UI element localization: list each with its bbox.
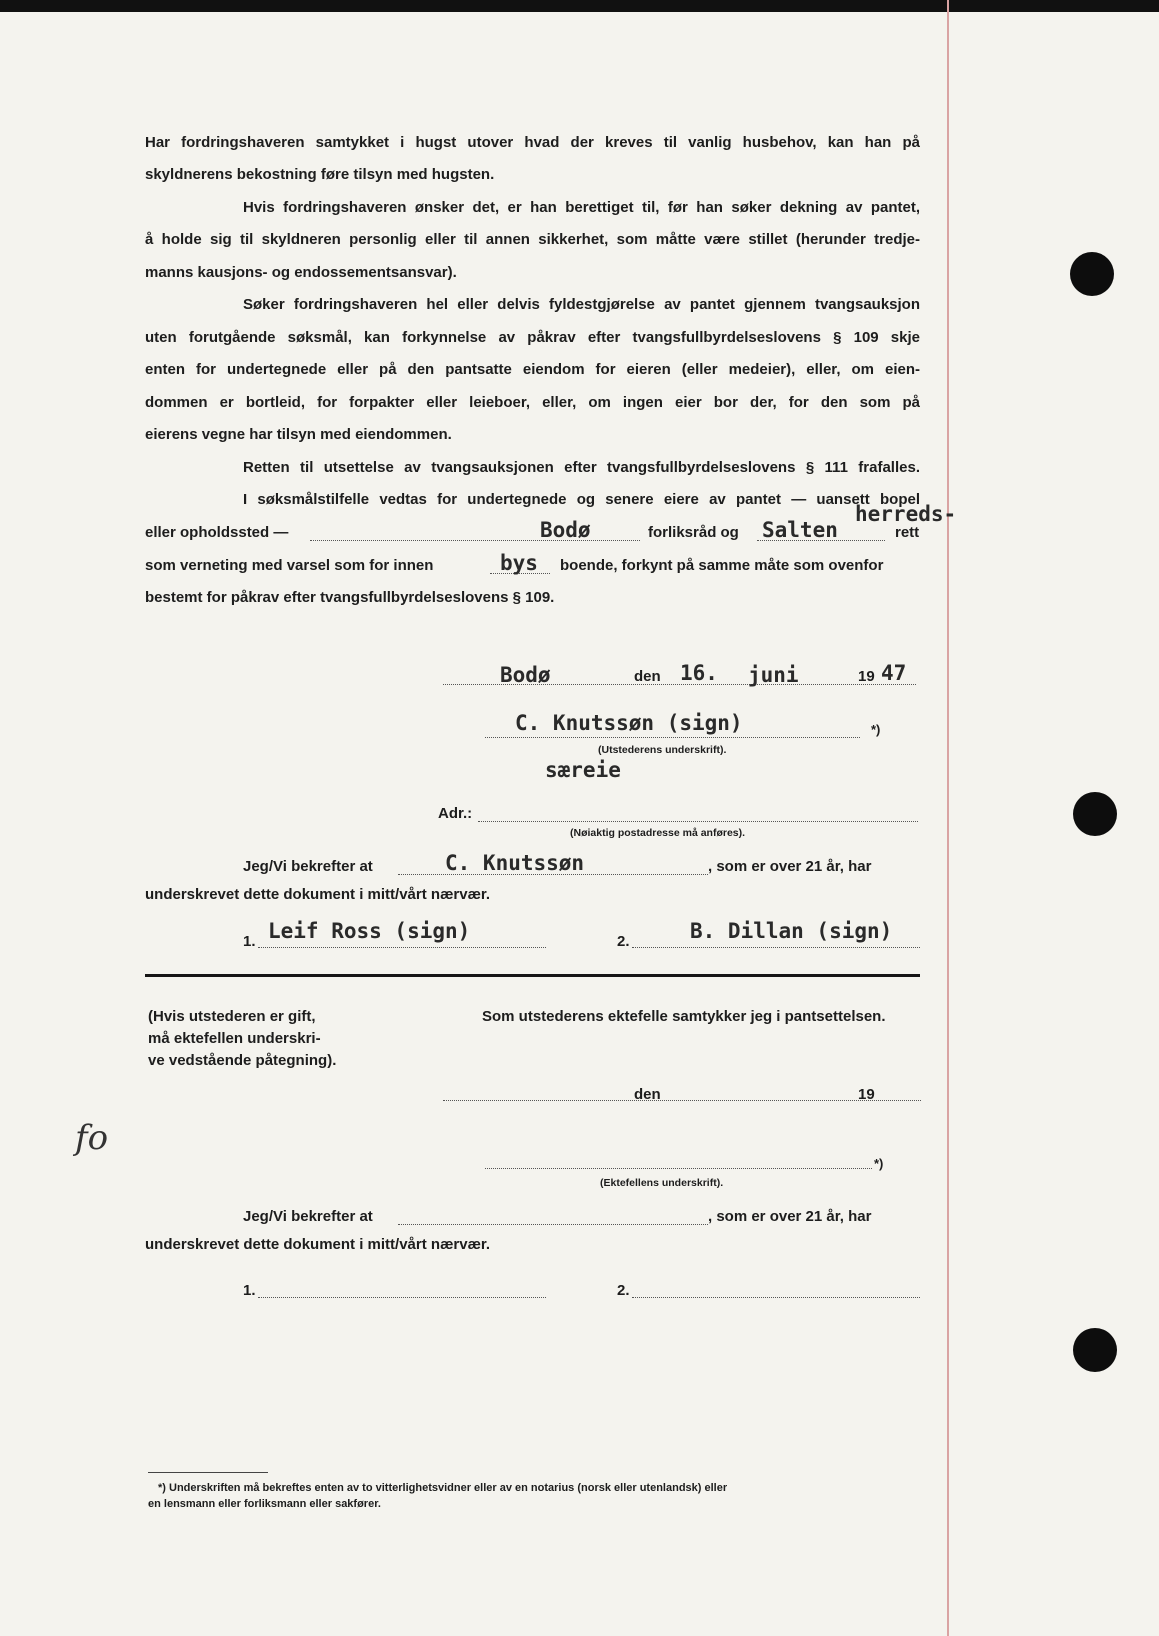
date-day: 16. <box>680 661 718 685</box>
witness-prefix: Jeg/Vi bekrefter at <box>243 858 373 875</box>
signature-note: særeie <box>545 758 621 782</box>
spouse-date-line <box>443 1100 921 1101</box>
scan-edge <box>0 0 1159 12</box>
date-place: Bodø <box>500 663 551 687</box>
witness-1-line <box>258 947 546 948</box>
witness-2-line <box>632 947 920 948</box>
address-caption: (Nøiaktig postadresse må anføres). <box>570 827 746 839</box>
signature-line <box>485 737 860 738</box>
witness-line-2: underskrevet dette dokument i mitt/vårt nærvær. <box>145 886 491 903</box>
witness2-1-number: 1. <box>243 1282 256 1299</box>
venue-line-3: bestemt for påkrav efter tvangsfullbyrdelseslovens § 109. <box>145 589 555 606</box>
date-month: juni <box>748 663 799 687</box>
witness2-2-line <box>632 1297 920 1298</box>
venue-court: Salten <box>762 518 838 542</box>
venue-line-2: som verneting med varsel som for innen <box>145 557 434 574</box>
punch-hole <box>1070 252 1114 296</box>
footnote-rule <box>148 1472 268 1473</box>
witness-suffix: , som er over 21 år, har <box>708 858 872 875</box>
spouse-den-label: den <box>634 1086 661 1103</box>
venue-court-insert: herreds- <box>855 502 957 526</box>
witness-2-number: 2. <box>617 933 630 950</box>
spouse-signature-line <box>485 1168 872 1169</box>
spouse-note-line: ve vedstående påtegning). <box>148 1052 337 1069</box>
witness2-line-2: underskrevet dette dokument i mitt/vårt nærvær. <box>145 1236 491 1253</box>
body-line: manns kausjons- og endossementsansvar). <box>145 264 457 281</box>
body-line: Hvis fordringshaveren ønsker det, er han berettiget til, før han søker dekning av pantet, <box>243 199 920 216</box>
body-line: eierens vegne har tilsyn med eiendommen. <box>145 426 452 443</box>
witness-subject-name: C. Knutssøn <box>445 851 585 875</box>
body-line: enten for undertegnede eller på den pantsatte eiendom for eieren (eller medeier), eller, om eien- <box>145 361 920 378</box>
body-line: I søksmålstilfelle vedtas for undertegnede og senere eiere av pantet — uansett bopel <box>243 491 920 508</box>
section-divider <box>145 974 920 977</box>
spouse-note-line: (Hvis utstederen er gift, <box>148 1008 316 1025</box>
witness-2-name: B. Dillan (sign) <box>690 919 893 943</box>
witness-1-name: Leif Ross (sign) <box>268 919 471 943</box>
venue-city: Bodø <box>540 518 591 542</box>
forliksrad-label: forliksråd og <box>648 524 739 541</box>
address-label: Adr.: <box>438 805 473 822</box>
body-line: å holde sig til skyldneren personlig eller til annen sikkerhet, som måtte være stillet (herunder tredje- <box>145 231 920 248</box>
spouse-consent: Som utstederens ektefelle samtykker jeg i pantsettelsen. <box>482 1008 886 1025</box>
handwritten-margin-mark: fo <box>75 1118 109 1158</box>
witness2-1-line <box>258 1297 546 1298</box>
footnote-line: *) Underskriften må bekreftes enten av to vitterlighetsvidner eller av en notarius (norsk eller utenlandsk) eller <box>158 1482 728 1494</box>
date-year-suffix: 47 <box>881 661 907 685</box>
spouse-caption: (Ektefellens underskrift). <box>600 1177 724 1189</box>
venue-bys: bys <box>500 551 538 575</box>
signature-name: C. Knutssøn (sign) <box>515 711 743 735</box>
spouse-asterisk: *) <box>874 1156 884 1171</box>
body-line: dommen er bortleid, for forpakter eller leieboer, eller, om ingen eier bor der, for den som på <box>145 394 920 411</box>
date-den-label: den <box>634 668 661 685</box>
body-line: skyldnerens bekostning føre tilsyn med hugsten. <box>145 166 495 183</box>
punch-hole <box>1073 792 1117 836</box>
witness2-suffix: , som er over 21 år, har <box>708 1208 872 1225</box>
address-line <box>478 821 918 822</box>
witness-1-number: 1. <box>243 933 256 950</box>
fill-line <box>398 1224 708 1225</box>
spouse-note-line: må ektefellen underskri- <box>148 1030 321 1047</box>
signature-caption: (Utstederens underskrift). <box>598 744 727 756</box>
rett-label: rett <box>895 524 920 541</box>
body-line: uten forutgående søksmål, kan forkynnelse av påkrav efter tvangsfullbyrdelseslovens § 109 skje <box>145 329 920 346</box>
witness2-2-number: 2. <box>617 1282 630 1299</box>
witness2-prefix: Jeg/Vi bekrefter at <box>243 1208 373 1225</box>
body-line: Har fordringshaveren samtykket i hugst utover hvad der kreves til vanlig husbehov, kan han på <box>145 134 920 151</box>
signature-asterisk: *) <box>871 722 881 737</box>
footnote-line: en lensmann eller forliksmann eller sakfører. <box>148 1498 381 1510</box>
margin-rule <box>947 0 949 1636</box>
date-year-prefix: 19 <box>858 668 875 685</box>
punch-hole <box>1073 1328 1117 1372</box>
venue-label: eller opholdssted — <box>145 524 289 541</box>
venue-line-2-suffix: boende, forkynt på samme måte som ovenfor <box>560 557 884 574</box>
body-line: Retten til utsettelse av tvangsauksjonen efter tvangsfullbyrdelseslovens § 111 frafalles. <box>243 459 920 476</box>
spouse-year-prefix: 19 <box>858 1086 875 1103</box>
body-line: Søker fordringshaveren hel eller delvis fyldestgjørelse av pantet gjennem tvangsauksjon <box>243 296 920 313</box>
